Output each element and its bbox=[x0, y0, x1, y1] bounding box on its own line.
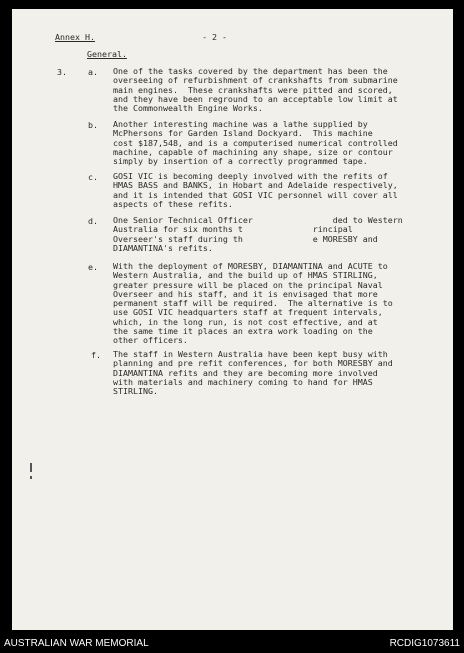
paragraph-line: simply by insertion of a correctly programmed tape. bbox=[113, 156, 368, 167]
margin-mark bbox=[30, 463, 32, 472]
paragraph-line: other officers. bbox=[113, 335, 188, 346]
paragraph-line: Overseer's staff during th e MORESBY and bbox=[113, 233, 378, 244]
item-paragraph bbox=[113, 350, 443, 396]
paragraph-line: One of the tasks covered by the department has been the bbox=[113, 66, 388, 76]
paragraph-line: cost $187,548, and is a computerised numerical controlled bbox=[113, 137, 398, 148]
paragraph-line: and it is intended that GOSI VIC personnel will cover all bbox=[113, 189, 398, 200]
annex-label: Annex H. bbox=[55, 32, 95, 42]
item-letter: a. bbox=[88, 67, 98, 77]
paragraph-line: the same time it places an extra work loading on the bbox=[113, 326, 373, 337]
paragraph-line: greater pressure will be placed on the principal Naval bbox=[113, 279, 383, 290]
paragraph-line: use GOSI VIC headquarters staff at frequent intervals, bbox=[113, 307, 383, 318]
paragraph-line: and they have been reground to an acceptable low limit at bbox=[113, 93, 398, 104]
item-paragraph bbox=[113, 172, 443, 209]
paragraph-line: One Senior Technical Officer ded to Western bbox=[113, 215, 403, 225]
paragraph-line: The staff in Western Australia have been kept busy with bbox=[113, 349, 388, 359]
paragraph-line: Overseer and his staff, and it is envisaged that more bbox=[113, 288, 378, 299]
document-page bbox=[12, 9, 453, 630]
page-number: - 2 - bbox=[202, 32, 227, 42]
paragraph-line: DIAMANTINA refits and they are becoming more involved bbox=[113, 367, 378, 378]
item-letter: d. bbox=[88, 216, 98, 226]
paragraph-line: main engines. These crankshafts were pitted and scored, bbox=[113, 84, 393, 95]
item-paragraph bbox=[113, 262, 443, 346]
footer-institution: AUSTRALIAN WAR MEMORIAL bbox=[4, 638, 149, 649]
paragraph-line: GOSI VIC is becoming deeply involved with the refits of bbox=[113, 171, 388, 181]
paragraph-line: aspects of these refits. bbox=[113, 198, 233, 209]
paragraph-line: with materials and machinery coming to hand for HMAS bbox=[113, 376, 373, 387]
paragraph-line: Australia for six months t rincipal bbox=[113, 224, 353, 235]
paragraph-line: the Commonwealth Engine Works. bbox=[113, 103, 263, 114]
paragraph-line: machine, capable of machining any shape, size or contour bbox=[113, 146, 393, 157]
item-letter: e. bbox=[88, 262, 98, 272]
margin-mark bbox=[30, 476, 32, 479]
paragraph-line: which, in the long run, is not cost effective, and at bbox=[113, 316, 378, 327]
paragraph-line: HMAS BASS and BANKS, in Hobart and Adelaide respectively, bbox=[113, 180, 398, 191]
footer-record-id: RCDIG1073611 bbox=[389, 638, 460, 649]
paragraph-line: Western Australia, and the build up of HMAS STIRLING, bbox=[113, 270, 378, 281]
item-letter: f. bbox=[91, 350, 101, 360]
item-paragraph bbox=[113, 120, 443, 166]
paragraph-line: overseeing of refurbishment of crankshafts from submarine bbox=[113, 75, 398, 86]
item-paragraph bbox=[113, 67, 443, 113]
item-letter: b. bbox=[88, 120, 98, 130]
section-number: 3. bbox=[57, 67, 67, 77]
item-paragraph bbox=[113, 216, 443, 253]
paragraph-line: permanent staff will be required. The alternative is to bbox=[113, 298, 393, 309]
section-heading: General. bbox=[87, 49, 127, 59]
paragraph-line: McPhersons for Garden Island Dockyard. This machine bbox=[113, 128, 373, 139]
archive-footer bbox=[0, 632, 464, 653]
item-letter: c. bbox=[88, 172, 98, 182]
paragraph-line: Another interesting machine was a lathe supplied by bbox=[113, 119, 368, 129]
paragraph-line: planning and pre refit conferences, for both MORESBY and bbox=[113, 358, 393, 369]
paragraph-line: STIRLING. bbox=[113, 386, 158, 397]
paragraph-line: With the deployment of MORESBY, DIAMANTINA and ACUTE to bbox=[113, 261, 388, 271]
paragraph-line: DIAMANTINA's refits. bbox=[113, 242, 213, 253]
